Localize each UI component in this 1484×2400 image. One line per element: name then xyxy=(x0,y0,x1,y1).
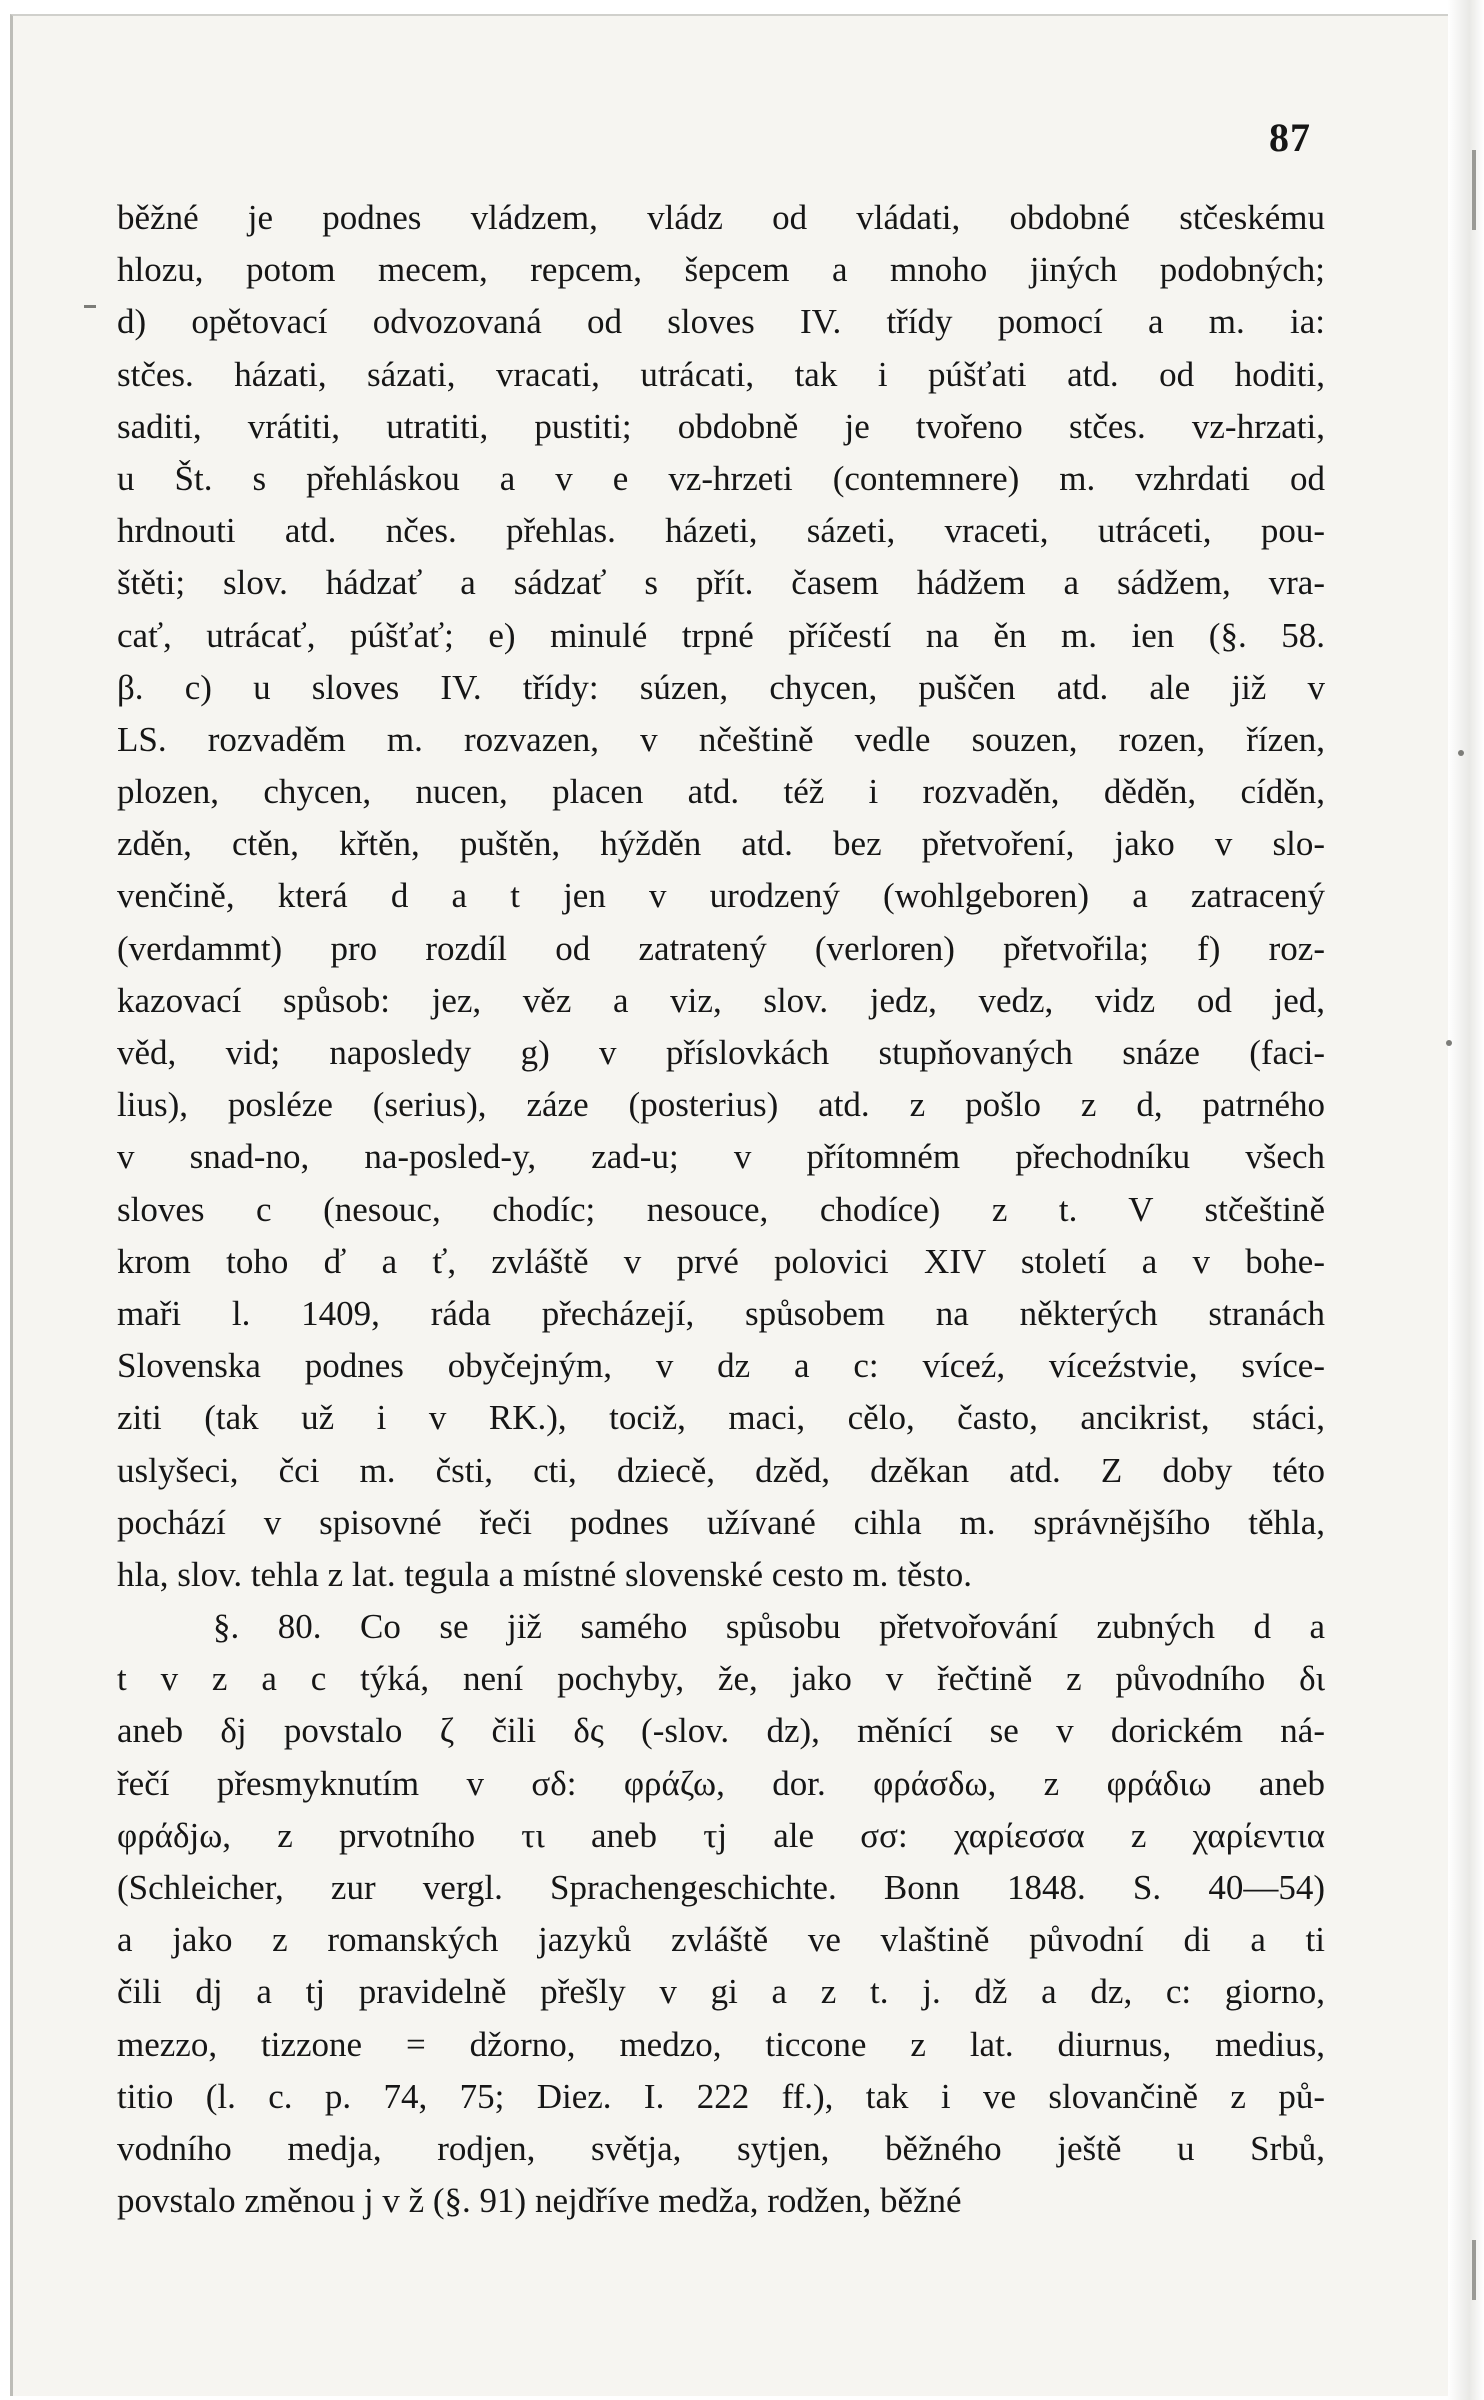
text-line: §. 80. Co se již samého spůsobu přetvořování zubných d a xyxy=(213,1607,1325,1647)
text-line: Slovenska podnes obyčejným, v dz a c: víceź, víceźstvie, svíce- xyxy=(117,1346,1325,1386)
edge-mark xyxy=(1472,2240,1476,2300)
text-line: plozen, chycen, nucen, placen atd. též i rozvaděn, děděn, cíděn, xyxy=(117,772,1325,812)
text-line: uslyšeci, čci m. čsti, cti, dziecě, dzěd, dzěkan atd. Z doby této xyxy=(117,1450,1325,1490)
book-page xyxy=(10,14,1451,2396)
text-line: venčině, která d a t jen v urodzený (wohlgeboren) a zatracený xyxy=(117,876,1325,916)
margin-mark xyxy=(84,305,96,308)
text-line: cať, utrácať, púšťať; e) minulé trpné příčestí na ěn m. ien (§. 58. xyxy=(117,615,1325,655)
text-line: stčes. házati, sázati, vracati, utrácati, tak i púšťati atd. od hoditi, xyxy=(117,354,1325,394)
text-line: hlozu, potom mecem, repcem, šepcem a mnoho jiných podobných; xyxy=(117,250,1325,290)
text-line: hrdnouti atd. nčes. přehlas. házeti, sázeti, vraceti, utráceti, pou- xyxy=(117,511,1325,551)
edge-mark xyxy=(1472,150,1476,230)
text-line: maři l. 1409, ráda přecházejí, spůsobem na některých stranách xyxy=(117,1293,1325,1333)
text-line: krom toho ď a ť, zvláště v prvé polovici XIV století a v bohe- xyxy=(117,1241,1325,1281)
text-line: povstalo změnou j v ž (§. 91) nejdříve medža, rodžen, běžné xyxy=(117,2181,962,2221)
text-line: titio (l. c. p. 74, 75; Diez. I. 222 ff.), tak i ve slovančině z pů- xyxy=(117,2076,1325,2116)
text-line: a jako z romanských jazyků zvláště ve vlaštině původní di a ti xyxy=(117,1920,1325,1960)
margin-mark xyxy=(1458,750,1464,756)
text-line: LS. rozvaděm m. rozvazen, v nčeštině vedle souzen, rozen, řízen, xyxy=(117,719,1325,759)
text-line: hla, slov. tehla z lat. tegula a místné slovenské cesto m. těsto. xyxy=(117,1554,973,1594)
text-line: v snad-no, na-posled-y, zad-u; v přítomném přechodníku všech xyxy=(117,1137,1325,1177)
text-line: zděn, ctěn, křtěn, puštěn, hýžděn atd. bez přetvoření, jako v slo- xyxy=(117,824,1325,864)
text-line: t v z a c týká, není pochyby, že, jako v řečtině z původního δι xyxy=(117,1659,1325,1699)
text-line: ziti (tak už i v RK.), tociž, maci, cělo, často, ancikrist, stáci, xyxy=(117,1398,1325,1438)
text-line: kazovací spůsob: jez, věz a viz, slov. jedz, vedz, vidz od jed, xyxy=(117,980,1325,1020)
text-line: běžné je podnes vládzem, vládz od vládati, obdobné stčeskému xyxy=(117,198,1325,237)
margin-mark xyxy=(1446,1040,1452,1046)
text-line: aneb δj povstalo ζ čili δς (-slov. dz), měnící se v dorickém ná- xyxy=(117,1711,1325,1751)
text-line: d) opětovací odvozovaná od sloves IV. třídy pomocí a m. ia: xyxy=(117,302,1325,342)
page-edge-shadow xyxy=(1448,0,1484,2400)
text-line: (verdammt) pro rozdíl od zatratený (verloren) přetvořila; f) roz- xyxy=(117,928,1325,968)
page-text xyxy=(117,192,1325,2227)
text-line: φράδjω, z prvotního τι aneb τj ale σσ: χαρίεσσα z χαρίεντια xyxy=(117,1815,1325,1855)
text-line: sloves c (nesouc, chodíc; nesouce, chodíce) z t. V stčeštině xyxy=(117,1189,1325,1229)
text-line: lius), posléze (serius), záze (posterius) atd. z pošlo z d, patrného xyxy=(117,1085,1325,1125)
text-line: štěti; slov. hádzať a sádzať s přít. časem hádžem a sádžem, vra- xyxy=(117,563,1325,603)
text-line: čili dj a tj pravidelně přešly v gi a z t. j. dž a dz, c: giorno, xyxy=(117,1972,1325,2012)
text-line: věd, vid; naposledy g) v příslovkách stupňovaných snáze (faci- xyxy=(117,1033,1325,1072)
text-line: mezzo, tizzone = džorno, medzo, ticcone z lat. diurnus, medius, xyxy=(117,2024,1325,2064)
text-line: β. c) u sloves IV. třídy: súzen, chycen, puščen atd. ale již v xyxy=(117,667,1325,707)
text-line: vodního medja, rodjen, světja, sytjen, běžného ještě u Srbů, xyxy=(117,2128,1325,2168)
text-line: u Št. s přehláskou a v e vz-hrzeti (contemnere) m. vzhrdati od xyxy=(117,458,1325,498)
text-line: (Schleicher, zur vergl. Sprachengeschichte. Bonn 1848. S. 40—54) xyxy=(117,1868,1325,1907)
text-line: řečí přesmyknutím v σδ: φράζω, dor. φράσδω, z φράδιω aneb xyxy=(117,1763,1325,1803)
text-line: pochází v spisovné řeči podnes užívané cihla m. správnějšího těhla, xyxy=(117,1502,1325,1542)
page-number: 87 xyxy=(1269,115,1311,160)
text-line: saditi, vrátiti, utratiti, pustiti; obdobně je tvořeno stčes. vz-hrzati, xyxy=(117,406,1325,446)
